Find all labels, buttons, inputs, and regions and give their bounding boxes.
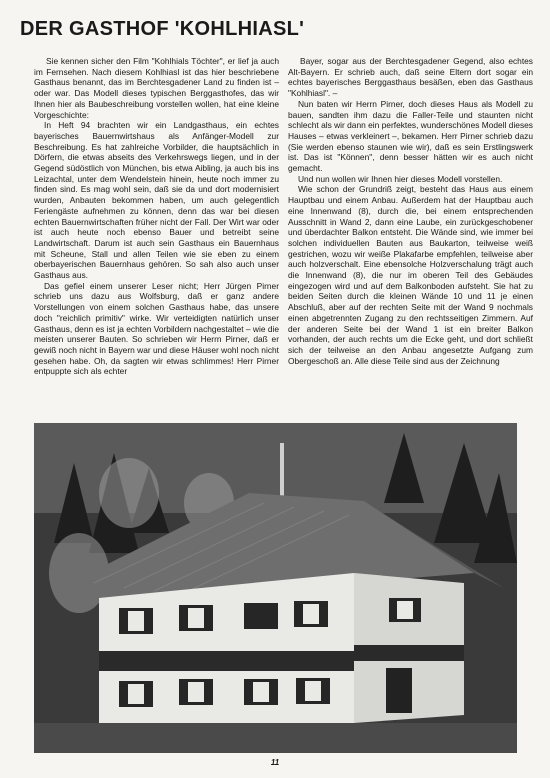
paragraph: Das gefiel einem unserer Leser nicht; Herr Jürgen Pirner schrieb uns dazu aus Wolfsburg, daß er ganz andere Vorstellungen von einem solchen Gasthaus habe, das unsere doch "reichlich primitiv" wirke. Wir verteidigten natürlich unser Gasthaus, denn es ist ja echten Vorbildern nachgestaltet – wie die meisten unserer Bauten. So schrieben wir Herrn Pirner, daß er gewiß noch nicht in Bayern war und diese Häuser wohl noch nicht gesehen habe. Oh, da sagten wir etwas schlimmes! Herr Pirner entpuppte sich als echter [34,280,279,377]
paragraph: Bayer, sogar aus der Berchtesgadener Gegend, also echtes Alt-Bayern. Er schrieb auch, daß seine Eltern dort sogar ein echtes bayerisches Berggasthaus besäßen, eben das Gasthaus "Kohlhiasl". – [288,56,533,99]
paragraph: Wie schon der Grundriß zeigt, besteht das Haus aus einem Hauptbau und einem Anbau. Außerdem hat der Hauptbau auch eine Innenwand (8), durch die, bei einem entsprechenden Ausschnitt in Wand 2, dann eine Laube, ein zurückgeschobener und überdachter Balkon entsteht. Die Wände sind, wie immer bei solchen individuellen Bauten aus Baukarton, teilweise weiß gestrichen, wozu wir weiße Plakafarbe empfehlen, teilweise aber auch holzverschalt. Eine ebensolche Holzverschalung trägt auch die Innenwand (8), die nur im oberen Teil des Gebäudes eingezogen wird und auf dem Balkonboden aufsteht. Sie hat zu beiden Seiten durch die kleinen Wände 10 und 11 je einen Abschluß, aber auf der rechten Seite mit der Wand 9 nochmals einen abgetrennten Zugang zu den rechtsseitigen Zimmern. Auf der anderen Seite bei der Wand 1 ist ein breiter Balkon vorhanden, der auch rechts um die Ecke geht, und dort schließt sich der teilweise an den Anbau angesetzte Aufgang zum Obergeschoß an. Alle diese Teile sind aus der Zeichnung [288,184,533,366]
article-column-right [288,56,533,366]
page-title: DER GASTHOF 'KOHLHIASL' [20,18,305,40]
article-column-left [34,56,279,377]
paragraph: Nun baten wir Herrn Pirner, doch dieses Haus als Modell zu bauen, sandten ihm dazu die Faller-Teile und staunten nicht schlecht als wir dann ein perfektes, wunderschönes Modell dieses Hauses – etwas verkleinert –, bekamen. Herr Pirner schrieb dazu (Sie werden ebenso staunen wie wir), daß es sein Erstlingswerk ist. Das ist "Können", denn besser hätten wir es auch nicht gemacht. [288,98,533,174]
paragraph: Und nun wollen wir Ihnen hier dieses Modell vorstellen. [298,173,503,184]
page-number: 11 [270,758,280,767]
paragraph: Sie kennen sicher den Film "Kohlhials Töchter", er lief ja auch im Fernsehen. Nach diesem Kohlhiasl ist das hier beschriebene Gasthaus benannt, das im Berchtesgadener Land zu finden ist – oder war. Das Modell dieses typischen Berggasthofes, das wir Ihnen hier als Baubeschreibung vorstellen wollen, hat eine kleine Vorgeschichte: [34,56,279,120]
model-house-photo [34,423,517,753]
paragraph: In Heft 94 brachten wir ein Landgasthaus, ein echtes bayerisches Bauernwirtshaus als Anfänger-Modell zur Beschreibung. Es hat zahlreiche Vorbilder, die hauptsächlich in Dörfern, die etwas abseits des Verkehrswegs liegen, und in der Gegend südöstlich von München, bis etwa Aibling, ja auch bis ins Leizachtal, unter dem Wendelstein hinein, heute noch immer zu finden sind. Es mag wohl sein, daß sie da und dort modernisiert wurden, Anbauten bekommen haben, um auch gelegentlich Feriengäste aufnehmen zu können, denn das war bei diesen echten Bauernwirtschaften früher nicht der Fall. Der Wirt war oder ist auch heute noch ebenso Bauer und betreibt seine Landwirtschaft. Darum ist auch sein Gasthaus ein Bauernhaus mit Scheune, Stall und allen Teilen wie sie eben zu einem oberbayerischen Bauernhaus gehören. So sah also auch unser Gasthaus aus. [34,120,279,281]
